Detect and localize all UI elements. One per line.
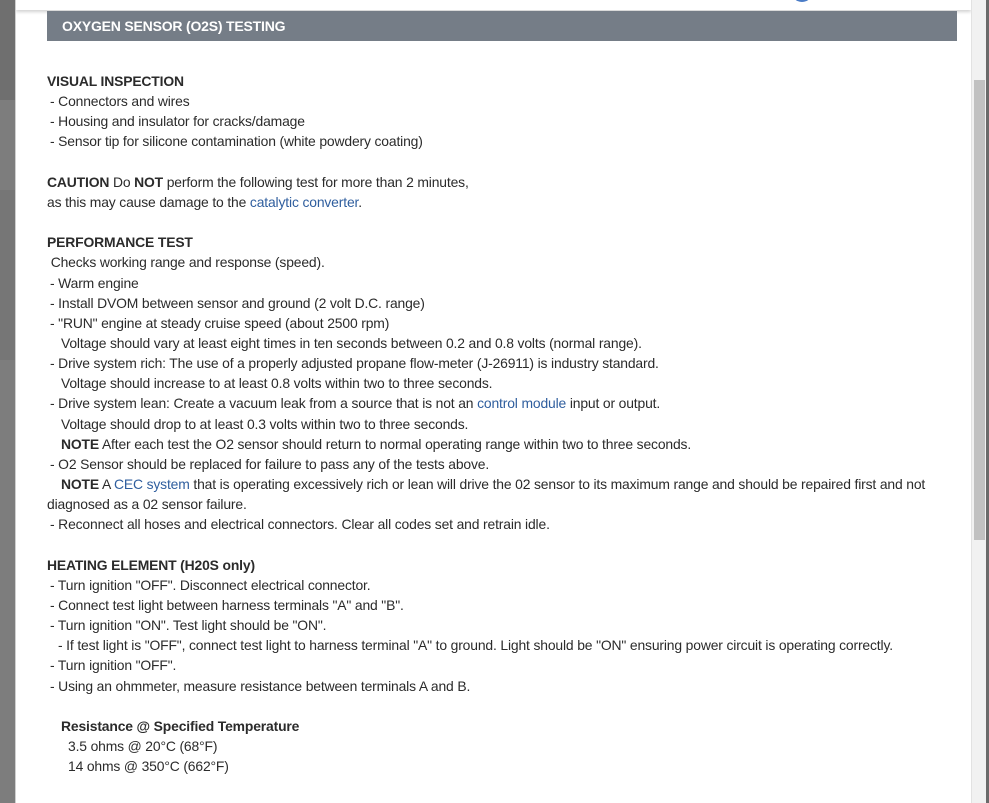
list-item: - Using an ohmmeter, measure resistance between terminals A and B.	[50, 677, 471, 694]
list-item: - Turn ignition "ON". Test light should be "ON".	[50, 617, 327, 634]
catalytic-converter-link[interactable]: catalytic converter	[249, 193, 359, 210]
resistance-value: 3.5 ohms @ 20°C (68°F)	[68, 738, 218, 755]
list-item-detail: Voltage should increase to at least 0.8 volts within two to three seconds.	[61, 375, 493, 392]
note-label: NOTE	[61, 476, 99, 493]
performance-test-heading: PERFORMANCE TEST	[47, 234, 193, 251]
background-segment	[0, 190, 15, 360]
caution-label: CAUTION	[47, 173, 110, 190]
resistance-value: 14 ohms @ 350°C (662°F)	[68, 758, 229, 775]
list-item-detail: Voltage should drop to at least 0.3 volts within two to three seconds.	[61, 415, 469, 432]
list-item: - Warm engine	[50, 274, 139, 291]
caution-text: Do	[109, 173, 135, 190]
note-label: NOTE	[61, 435, 99, 452]
list-item-detail: Voltage should vary at least eight times in ten seconds between 0.2 and 0.8 volts (normal range).	[61, 335, 642, 351]
list-item: - O2 Sensor should be replaced for failure to pass any of the tests above.	[50, 455, 490, 472]
list-item: - Turn ignition "OFF". Disconnect electrical connector.	[50, 576, 371, 593]
note-text: A	[99, 476, 114, 493]
caution-text: perform the following test for more than 2 minutes,	[163, 173, 469, 190]
list-item: - Drive system rich: The use of a properly adjusted propane flow-meter (J-26911) is industry standard.	[50, 355, 659, 372]
document-panel	[15, 0, 971, 803]
list-item: - Connectors and wires	[50, 93, 190, 110]
vertical-scrollbar[interactable]	[971, 0, 986, 803]
background-segment	[0, 0, 15, 100]
control-module-link[interactable]: control module	[477, 395, 567, 412]
heating-element-heading: HEATING ELEMENT (H20S only)	[47, 556, 255, 573]
caution-line	[47, 172, 947, 192]
list-item: - Sensor tip for silicone contamination (white powdery coating)	[50, 133, 423, 150]
list-item-text: - Drive system lean: Create a vacuum leak from a source that is not an	[50, 395, 478, 412]
caution-not: NOT	[134, 173, 163, 190]
list-item: - Connect test light between harness terminals "A" and "B".	[50, 597, 404, 614]
visual-inspection-heading: VISUAL INSPECTION	[47, 73, 184, 89]
resistance-heading: Resistance @ Specified Temperature	[61, 717, 300, 734]
scrollbar-thumb[interactable]	[974, 80, 985, 540]
list-item: - Turn ignition "OFF".	[50, 657, 177, 674]
circle-icon[interactable]	[791, 0, 813, 2]
list-item: - Install DVOM between sensor and ground (2 volt D.C. range)	[50, 294, 425, 311]
page-title: OXYGEN SENSOR (O2S) TESTING	[62, 18, 286, 34]
panel-top-bar	[16, 0, 971, 10]
note-line	[47, 434, 947, 454]
section-title-bar	[47, 11, 957, 41]
list-item-text: input or output.	[566, 395, 661, 412]
list-item: - Reconnect all hoses and electrical connectors. Clear all codes set and retrain idle.	[50, 516, 550, 533]
caution-line-2	[47, 192, 947, 212]
performance-intro: Checks working range and response (speed).	[47, 254, 325, 271]
note-text: After each test the O2 sensor should return to normal operating range within two to three seconds.	[99, 435, 692, 452]
cec-system-link[interactable]: CEC system	[114, 476, 190, 493]
background-page-strip	[0, 0, 15, 803]
note-text: that is operating excessively rich or lean will drive the 02 sensor to its maximum range and should be repaired first and not diagnosed as a 02 sensor failure.	[47, 476, 926, 513]
list-item: - Housing and insulator for cracks/damage	[50, 113, 305, 130]
list-item: - "RUN" engine at steady cruise speed (about 2500 rpm)	[50, 314, 390, 331]
list-item	[47, 393, 947, 413]
document-body	[47, 71, 947, 776]
caution-text: .	[358, 193, 362, 210]
caution-text: as this may cause damage to the	[47, 193, 250, 210]
note-line	[47, 474, 942, 514]
list-item-detail: - If test light is "OFF", connect test light to harness terminal "A" to ground. Light should be "ON" ensuring power circuit is operating correctly.	[58, 637, 893, 654]
